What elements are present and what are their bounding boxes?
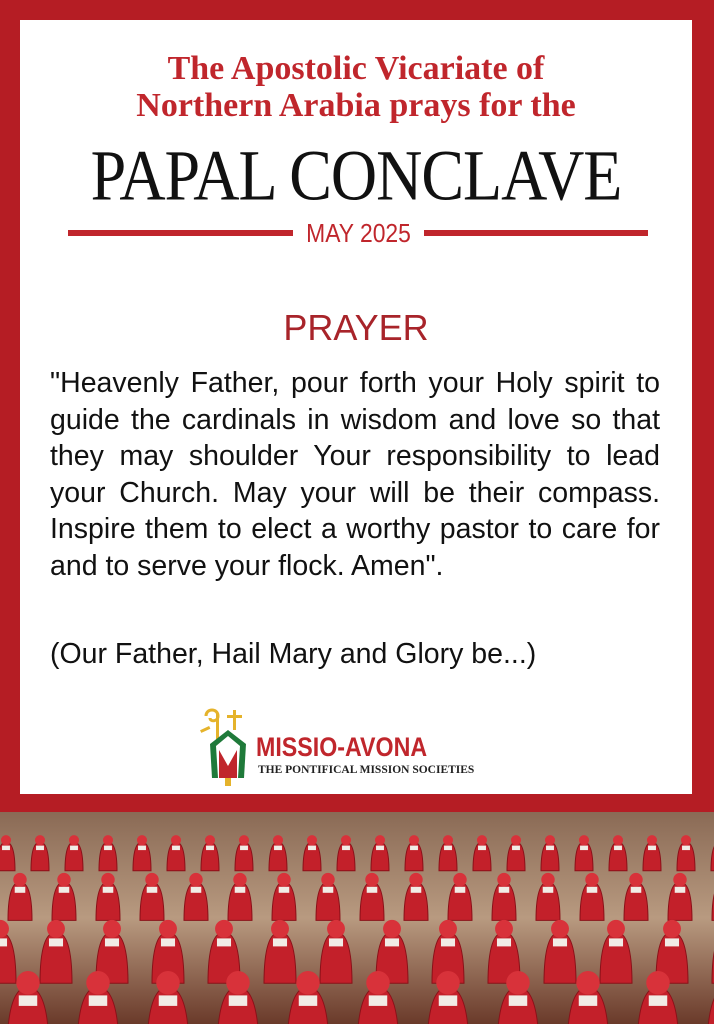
missio-logo (196, 706, 516, 790)
cardinals-crowd-image (0, 812, 714, 1024)
page-title: PAPAL CONCLAVE (90, 135, 622, 216)
mitre-crozier-emblem-icon (196, 706, 260, 790)
header-subtitle (20, 50, 692, 124)
subtitle-line-2: Northern Arabia prays for the (136, 87, 576, 124)
date-rule-left (68, 230, 293, 236)
event-date: MAY 2025 (305, 218, 411, 248)
prayer-closing: (Our Father, Hail Mary and Glory be...) (50, 638, 537, 670)
logo-name: MISSIO-AVONA (256, 732, 428, 762)
date-rule-right (424, 230, 649, 236)
prayer-text: "Heavenly Father, pour forth your Holy spirit to guide the cardinals in wisdom and love so that they may shoulder Your responsibility to lead your Church. May your will be their compass. Inspire them to elect a worthy pastor to care for and to serve your flock. Amen". (50, 367, 660, 582)
cardinals-photo (0, 812, 714, 1024)
subtitle-line-1: The Apostolic Vicariate of (167, 50, 545, 87)
date-banner (68, 218, 648, 248)
logo-tagline: THE PONTIFICAL MISSION SOCIETIES (258, 764, 475, 776)
poster-card (20, 20, 692, 794)
prayer-heading: PRAYER (283, 307, 429, 348)
prayer-body (50, 365, 660, 585)
